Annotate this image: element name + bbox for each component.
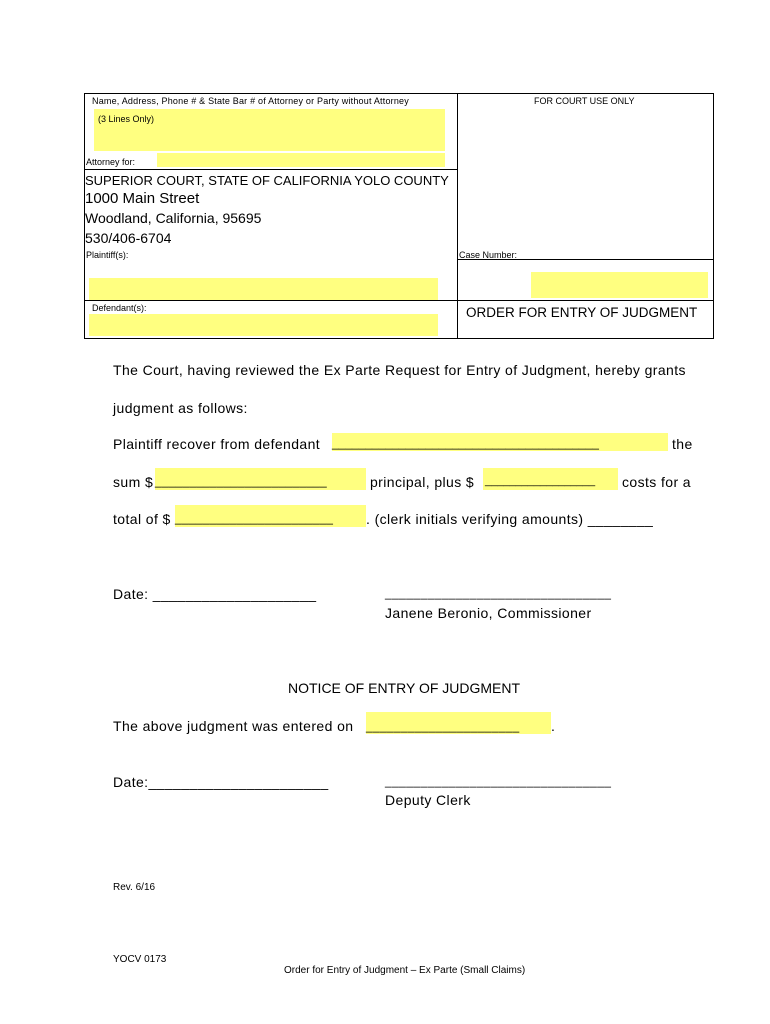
entered-blank: ______________________ bbox=[366, 719, 520, 733]
order-line-2: judgment as follows: bbox=[113, 400, 248, 416]
court-city: Woodland, California, 95695 bbox=[85, 210, 262, 226]
court-name: SUPERIOR COURT, STATE OF CALIFORNIA YOLO COUNTY bbox=[85, 173, 449, 188]
commissioner-name: Janene Beronio, Commissioner bbox=[385, 605, 592, 621]
recover-suffix: the bbox=[672, 436, 693, 452]
recover-prefix: Plaintiff recover from defendant bbox=[113, 436, 321, 452]
case-number-field[interactable] bbox=[531, 272, 708, 298]
attorney-for-field[interactable] bbox=[157, 153, 445, 167]
defendant-label: Defendant(s): bbox=[92, 303, 147, 313]
form-code: YOCV 0173 bbox=[113, 954, 167, 965]
commissioner-signature-line: ________________________________ bbox=[385, 586, 612, 600]
footer-form-name: Order for Entry of Judgment – Ex Parte (Small Claims) bbox=[284, 965, 526, 976]
defendant-field[interactable] bbox=[89, 314, 438, 336]
caption-plaintiff-divider bbox=[84, 300, 714, 301]
caption-attorney-divider bbox=[84, 169, 457, 170]
court-use-only: FOR COURT USE ONLY bbox=[534, 96, 635, 106]
total-blank: _______________________ bbox=[175, 511, 334, 525]
attorney-for-label: Attorney for: bbox=[86, 157, 136, 167]
caption-middle-divider bbox=[457, 93, 458, 338]
form-title: ORDER FOR ENTRY OF JUDGMENT bbox=[466, 305, 698, 320]
caption-bottom-border bbox=[84, 338, 714, 339]
plaintiff-label: Plaintiff(s): bbox=[86, 250, 129, 260]
attorney-header: Name, Address, Phone # & State Bar # of Attorney or Party without Attorney bbox=[92, 96, 409, 106]
caption-right-border bbox=[713, 93, 714, 339]
case-number-label: Case Number: bbox=[459, 250, 518, 260]
court-street: 1000 Main Street bbox=[85, 190, 200, 207]
clerk-signature-line: ________________________________ bbox=[385, 774, 612, 788]
principal-text: principal, plus $ bbox=[370, 474, 475, 490]
notice-title: NOTICE OF ENTRY OF JUDGMENT bbox=[288, 680, 521, 696]
entered-prefix: The above judgment was entered on bbox=[113, 718, 354, 734]
deputy-clerk-label: Deputy Clerk bbox=[385, 792, 471, 808]
costs-blank: __________________ bbox=[485, 475, 596, 487]
order-date-label: Date: ____________________ bbox=[113, 586, 317, 602]
costs-suffix: costs for a bbox=[622, 474, 691, 490]
court-phone: 530/406-6704 bbox=[85, 230, 172, 246]
caption-top-border bbox=[84, 93, 714, 94]
total-prefix: total of $ bbox=[113, 511, 171, 527]
three-lines-note: (3 Lines Only) bbox=[98, 114, 155, 124]
sum-blank: _________________________ bbox=[155, 474, 327, 488]
order-line-1: The Court, having reviewed the Ex Parte Request for Entry of Judgment, hereby grants bbox=[113, 362, 686, 378]
recover-blank: ________________________________________ bbox=[332, 436, 599, 450]
revision-label: Rev. 6/16 bbox=[113, 882, 156, 893]
notice-date-label: Date:______________________ bbox=[113, 774, 329, 790]
sum-prefix: sum $ bbox=[113, 474, 154, 490]
plaintiff-field[interactable] bbox=[89, 278, 438, 300]
entered-period: . bbox=[551, 718, 556, 734]
clerk-verify: . (clerk initials verifying amounts) ________ bbox=[366, 511, 654, 527]
attorney-info-field[interactable] bbox=[94, 109, 445, 151]
